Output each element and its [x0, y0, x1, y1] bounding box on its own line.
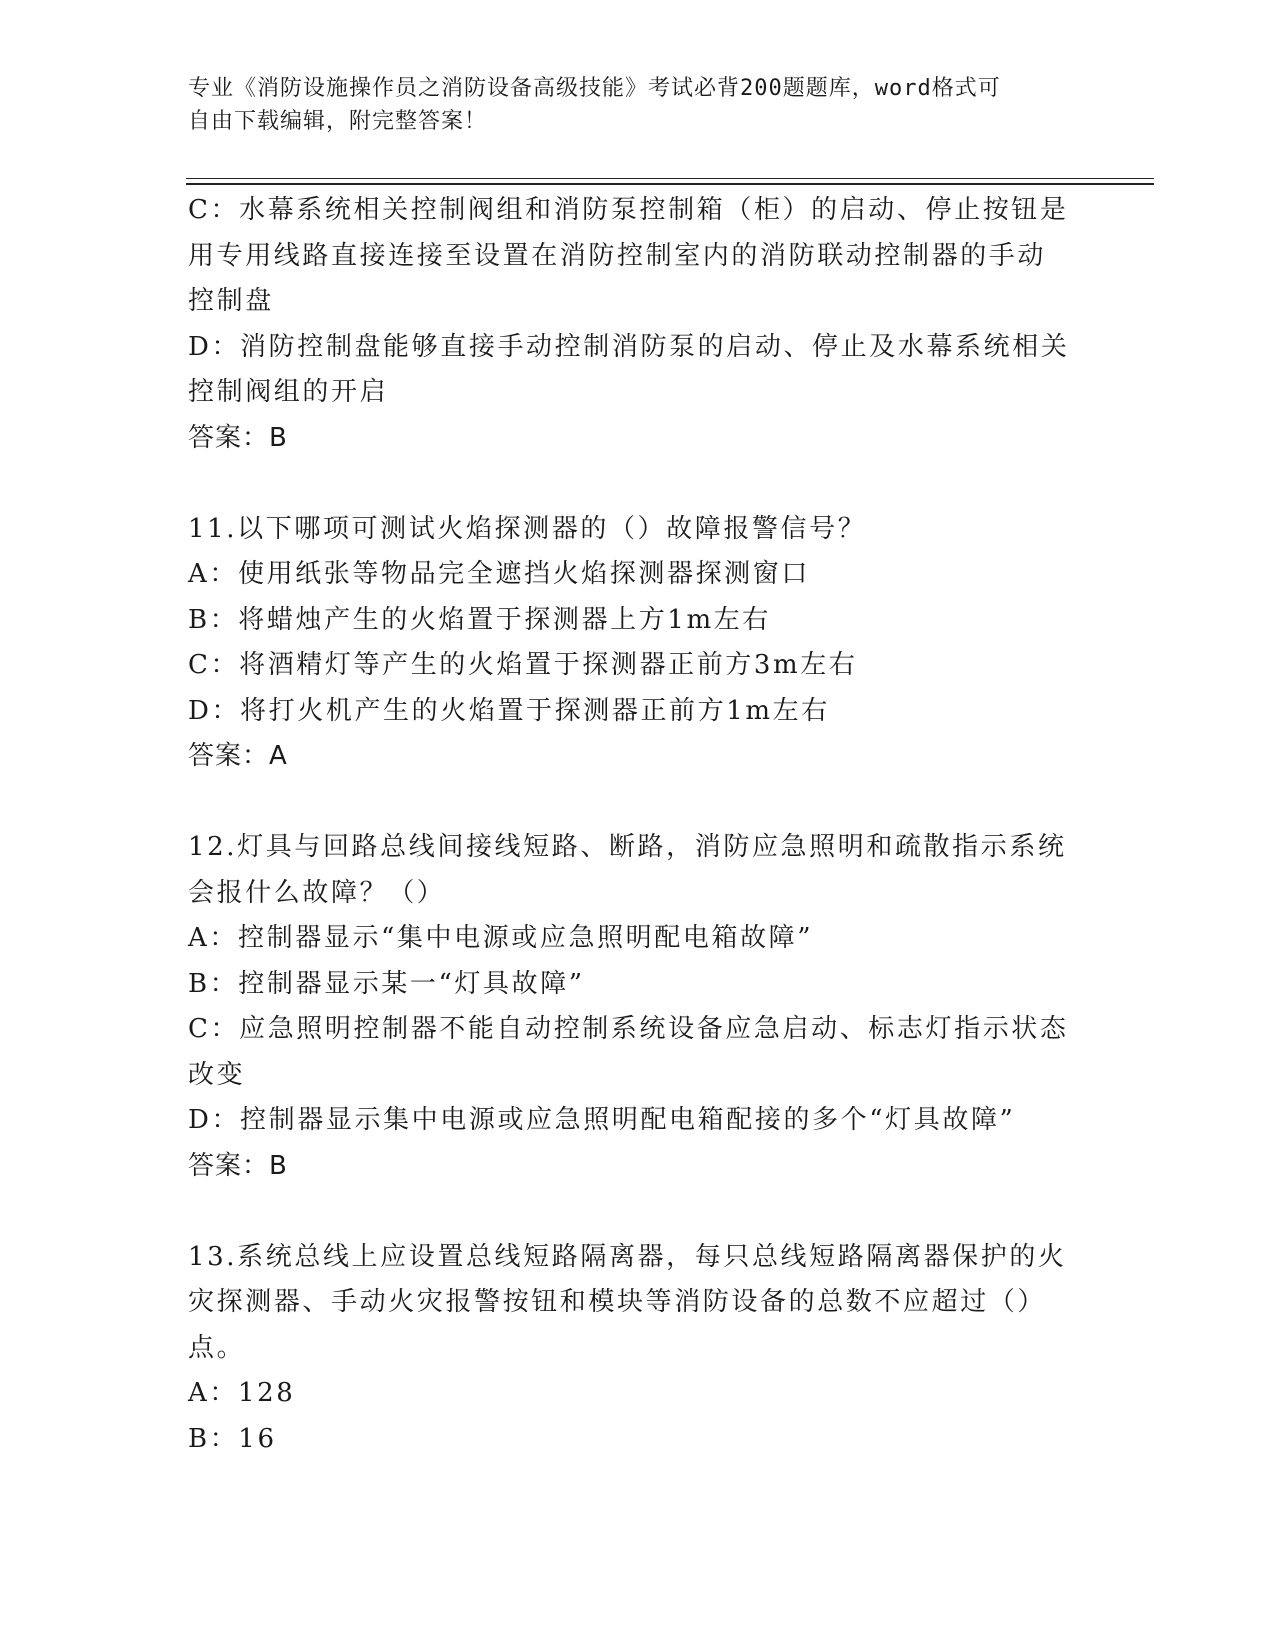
question-10-tail [188, 188, 1088, 461]
answer: 答案：B [188, 422, 288, 453]
option-b: B：16 [188, 1423, 277, 1454]
question-11 [188, 507, 1088, 780]
answer: 答案：B [188, 1150, 288, 1181]
option-a: A：128 [188, 1378, 296, 1408]
header-title-line-2: 自由下载编辑，附完整答案！ [188, 109, 488, 134]
option-c-line-2: 用专用线路直接连接至设置在消防控制室内的消防联动控制器的手动 [188, 240, 1047, 271]
option-d-line-2: 控制阀组的开启 [188, 377, 389, 407]
option-a: A：控制器显示“集中电源或应急照明配电箱故障” [188, 923, 814, 953]
option-a: A：使用纸张等物品完全遮挡火焰探测器探测窗口 [188, 559, 810, 589]
question-text-line-2: 灾探测器、手动火灾报警按钮和模块等消防设备的总数不应超过（） [188, 1287, 1047, 1317]
option-d: D：控制器显示集中电源或应急照明配电箱配接的多个“灯具故障” [188, 1105, 1016, 1135]
spacer [188, 780, 1088, 826]
question-13 [188, 1235, 1088, 1463]
option-c-line-1: C：应急照明控制器不能自动控制系统设备应急启动、标志灯指示状态 [188, 1014, 1069, 1044]
option-c: C：将酒精灯等产生的火焰置于探测器正前方3m左右 [188, 650, 858, 680]
question-text-line-1: 13.系统总线上应设置总线短路隔离器，每只总线短路隔离器保护的火 [188, 1241, 1067, 1272]
header-divider-thick [186, 183, 1154, 185]
question-12 [188, 825, 1088, 1189]
option-c-line-3: 控制盘 [188, 286, 274, 316]
option-b: B：控制器显示某一“灯具故障” [188, 968, 585, 999]
question-text-line-1: 12.灯具与回路总线间接线短路、断路，消防应急照明和疏散指示系统 [188, 832, 1067, 862]
spacer [188, 1189, 1088, 1235]
header-title-line-1: 专业《消防设施操作员之消防设备高级技能》考试必背200题题库，word格式可 [188, 76, 1001, 101]
option-c-line-2: 改变 [188, 1059, 246, 1090]
document-header [188, 72, 1068, 138]
spacer [188, 461, 1088, 507]
question-list [188, 188, 1088, 1462]
header-divider-thin [186, 178, 1154, 179]
option-d-line-1: D：消防控制盘能够直接手动控制消防泵的启动、停止及水幕系统相关 [188, 331, 1070, 362]
question-text-line-2: 会报什么故障？（） [188, 877, 446, 908]
question-text-line-3: 点。 [188, 1332, 246, 1363]
option-d: D：将打火机产生的火焰置于探测器正前方1m左右 [188, 695, 830, 726]
option-c-line-1: C：水幕系统相关控制阀组和消防泵控制箱（柜）的启动、停止按钮是 [188, 195, 1069, 225]
question-text: 11.以下哪项可测试火焰探测器的（）故障报警信号？ [188, 513, 867, 544]
option-b: B：将蜡烛产生的火焰置于探测器上方1m左右 [188, 604, 771, 635]
answer: 答案：A [188, 741, 288, 771]
